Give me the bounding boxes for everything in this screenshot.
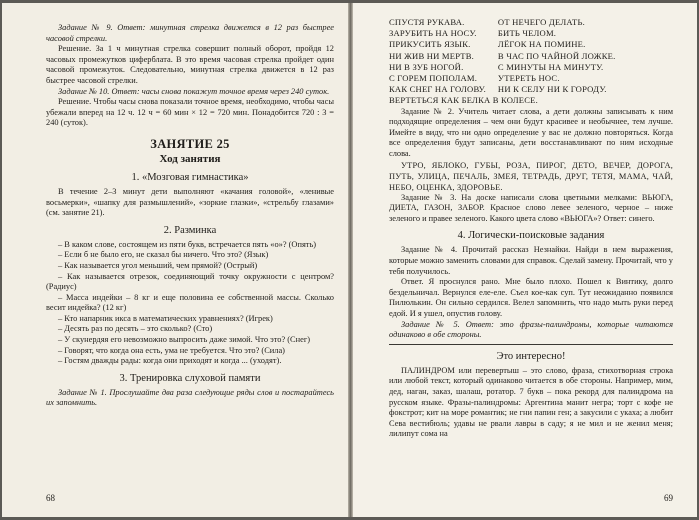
section-1-text: В течение 2–3 минут дети выполняют «качания головой», «ленивые восьмерки», «шапку для размышлений», «зоркие глазки», «стрельбу глазами» (см. занятие 21).	[46, 186, 334, 218]
section-4-heading: 4. Логически-поисковые задания	[457, 230, 605, 242]
idiom: НИ ЖИВ НИ МЕРТВ.	[389, 50, 475, 61]
idiom: НИ В ЗУБ НОГОЙ.	[389, 61, 464, 72]
riddle-4: – Как называется отрезок, соединяющий точку окружности с центром? (Радиус)	[46, 271, 334, 292]
divider	[389, 344, 673, 345]
riddle-3: – Как называется угол меньший, чем прямой? (Острый)	[58, 260, 258, 270]
idiom-columns	[389, 17, 673, 95]
section-3-heading: 3. Тренировка слуховой памяти	[119, 372, 261, 384]
riddle-2: – Если б не было его, не сказал бы ничего. Что это? (Язык)	[58, 250, 269, 260]
book-spread	[2, 3, 697, 517]
idiom: ОТ НЕЧЕГО ДЕЛАТЬ.	[497, 17, 585, 27]
task-1: Задание № 1. Прослушайте два раза следующие ряды слов и постарайтесь их запомнить.	[46, 387, 334, 408]
right-page	[353, 3, 697, 517]
task-3: Задание № 3. На доске написали слова цветными мелками: ВЬЮГА, ДИЕТА, ГАЗОН, ЗАБОР. Красное слово левее зеленого, черное – ниже зеленого и правее зеленого. Какого цвета слово «ВЬЮГА»? Ответ: синего.	[389, 192, 673, 223]
story-answer: Ответ. Я проснулся рано. Мне было плохо. Пошел к Винтику, долго бездельничал. Вернулся еле-еле. Съел кое-как суп. Тут неожиданно появился Пилюлькин. Он сильно сердился. Велел запомнить, что надо мыть руки перед едой. И я ушел, опустив голову.	[389, 277, 673, 318]
idiom: ПРИКУСИТЬ ЯЗЫК.	[389, 39, 471, 50]
idiom: НИ К СЕЛУ НИ К ГОРОДУ.	[497, 84, 607, 95]
riddle-9: – Говорят, что когда она есть, ума не требуется. Что это? (Сила)	[58, 345, 285, 355]
task-9: Задание № 9. Ответ: минутная стрелка движется в 12 раз быстрее часовой стрелки.	[46, 23, 334, 43]
riddle-5: – Масса индейки – 8 кг и еще половина ее собственной массы. Сколько весит индейка? (12 кг)	[46, 292, 334, 313]
riddle-10: – Гостям дважды рады: когда они приходят и когда ... (уходят).	[58, 356, 282, 366]
idiom-column-2	[498, 17, 616, 95]
task-10: Задание № 10. Ответ: часы снова покажут точное время через 240 суток.	[58, 86, 330, 96]
idiom-last-line	[389, 95, 673, 106]
lesson-subtitle: Ход занятия	[159, 152, 221, 165]
idiom: БИТЬ ЧЕЛОМ.	[497, 28, 557, 39]
idiom: В ЧАС ПО ЧАЙНОЙ ЛОЖКЕ.	[497, 50, 616, 61]
task-2: Задание № 2. Учитель читает слова, а дети должны записывать к ним подходящие определения – чем они будут красивее и необычнее, тем лучше. Имейте в виду, что ни одно определение у вас не должно повторяться. Когда все определения будут записаны, дети восстанавливают по ним исходные слова.	[389, 106, 673, 158]
section-1-heading: 1. «Мозговая гимнастика»	[131, 171, 249, 183]
page-number-right: 69	[664, 493, 673, 503]
palindrome-text: ПАЛИНДРОМ или перевертыш – это слово, фраза, стихотворная строка или любой текст, который одинаково читается в обе стороны. Например, мим, дед, наган, заказ, шалаш, ротатор. 7 букв – пока рекорд для палиндрома на русском языке. Фразы-палиндромы: Аргентина манит негра; торт с кофе не фокстрот; кит на море романтик; не гни папин ген; а закусили с укаха; а любит Сева вестибюль; удавы не рвали лавры в саду; я не мил и не женил меня; лилипут сома на	[389, 365, 673, 439]
left-page	[2, 3, 348, 517]
riddle-8: – У скунердяя его невозможно выпросить даже зимой. Что это? (Снег)	[58, 335, 311, 345]
idiom: КАК СНЕГ НА ГОЛОВУ.	[389, 84, 486, 95]
idiom: ЛЁГОК НА ПОМИНЕ.	[497, 39, 586, 50]
idiom-column-1	[389, 17, 486, 95]
section-2-heading: 2. Разминка	[163, 224, 217, 236]
solution-9: Решение. За 1 ч минутная стрелка совершит полный оборот, пройдя 12 часовых промежутков циферблата. В это время часовая стрелка пройдет один часовой промежуток. Следовательно, минутная стрелка движется в 12 раз быстрее часовой стрелки.	[46, 44, 334, 85]
interesting-heading: Это интересно!	[496, 350, 566, 362]
idiom: ЗАРУБИТЬ НА НОСУ.	[389, 28, 477, 39]
riddle-1: – В каком слове, состоящем из пяти букв, встречается пять «о»? (Опять)	[58, 239, 317, 249]
idiom: С ГОРЕМ ПОПОЛАМ.	[389, 73, 478, 84]
task-4: Задание № 4. Прочитай рассказ Незнайки. Найди в нем выражения, которые можно заменить словами для справок. Сделай замену. Прочитай, что у тебя получилось.	[389, 245, 673, 276]
riddle-7: – Десять раз по десять – это сколько? (Сто)	[58, 324, 213, 334]
lesson-title: ЗАНЯТИЕ 25	[150, 136, 230, 151]
idiom: УТЕРЕТЬ НОС.	[497, 73, 560, 84]
task-2-words: УТРО, ЯБЛОКО, ГУБЫ, РОЗА, ПИРОГ, ДЕТО, ВЕЧЕР, ДОРОГА, ПУТЬ, УЛИЦА, ПЕЧАЛЬ, ЗМЕЯ, ТЕТРАДЬ, ДРУГ, ТЕТЯ, МАМА, ЧАЙ, НЕБО, ОЦЕНКА, ЗДОРОВЬЕ.	[389, 160, 673, 192]
idiom: СПУСТЯ РУКАВА.	[389, 17, 465, 27]
idiom: С МИНУТЫ НА МИНУТУ.	[497, 61, 604, 72]
riddle-6: – Кто напарник икса в математических уравнениях? (Игрек)	[58, 313, 273, 323]
task-5: Задание № 5. Ответ: это фразы-палиндромы, которые читаются одинаково в обе стороны.	[389, 319, 673, 340]
page-number-left: 68	[46, 493, 55, 503]
solution-10: Решение. Чтобы часы снова показали точное время, необходимо, чтобы часы убежали вперед на 12 ч. 12 ч = 60 мин × 12 = 720 мин. Понадобится 720 : 3 = 240 (суток).	[46, 97, 334, 128]
idiom: ВЕРТЕТЬСЯ КАК БЕЛКА В КОЛЕСЕ.	[389, 95, 538, 106]
